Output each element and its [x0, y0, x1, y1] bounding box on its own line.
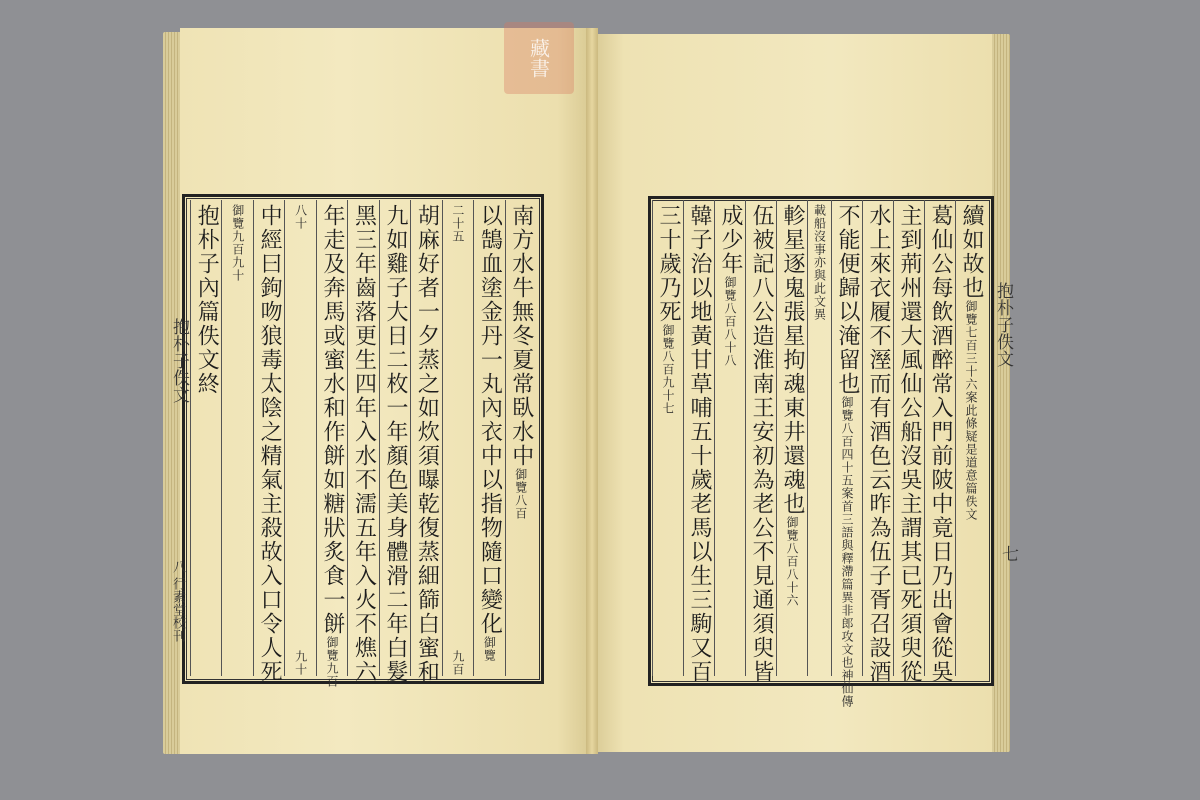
- text-column: [831, 200, 862, 708]
- text-column: [652, 200, 683, 676]
- text-column: [745, 200, 776, 684]
- text-column: [807, 200, 831, 676]
- column-note: 御覽八百八十六: [785, 516, 799, 607]
- column-note: 九十: [293, 650, 308, 676]
- text-column: [347, 200, 378, 684]
- text-column: [221, 200, 252, 676]
- column-text: 韓子治以地黃甘草哺五十歲老馬以生三駒又百: [687, 204, 712, 684]
- left-page-columns: [190, 200, 536, 688]
- column-note: 御覽九百九十: [230, 204, 245, 282]
- text-column: [379, 200, 410, 684]
- text-column: [473, 200, 504, 676]
- column-note: 御覽八百九十七: [661, 324, 675, 415]
- column-note: 御覽八百四十五案首三語與釋滯篇異非郎攻文也神仙傳: [840, 396, 854, 708]
- text-column: [862, 200, 893, 684]
- text-column: [924, 200, 955, 684]
- text-column: [253, 200, 284, 684]
- text-column: [190, 200, 221, 676]
- right-page-number: 七: [998, 545, 1018, 562]
- column-text: 主到荊州還大風仙公船沒吳主謂其已死須臾從: [897, 204, 922, 684]
- column-note: 御覽九百: [325, 636, 340, 688]
- column-note: 御覽八百八十八: [723, 276, 737, 367]
- column-note: 載船沒事亦與此文異: [812, 204, 827, 321]
- column-note: 御覽八百: [513, 468, 528, 520]
- column-text: 南方水牛無冬夏常臥水中: [508, 204, 534, 468]
- column-note: 八十: [293, 204, 308, 230]
- column-text: 中經曰鉤吻狼毒太陰之精氣主殺故入口令人死: [257, 204, 283, 684]
- column-text: 以鵠血塗金丹一丸內衣中以指物隨口變化: [477, 204, 503, 636]
- text-column: [893, 200, 924, 684]
- right-fore-edge-title: 抱朴子佚文: [993, 282, 1013, 367]
- left-fore-edge-title: 抱朴子佚文: [169, 318, 189, 403]
- column-text: 胡麻好者一夕蒸之如炊須曝乾復蒸細篩白蜜和: [414, 204, 440, 684]
- book-gutter: [586, 28, 598, 754]
- column-text: 不能便歸以淹留也: [835, 204, 860, 396]
- column-text: 葛仙公每飲酒醉常入門前陂中竟日乃出會從吳: [928, 204, 953, 684]
- text-column: [955, 200, 986, 676]
- column-note: 九百: [450, 650, 465, 676]
- left-fore-edge-colophon: 八 行素堂校刊: [170, 560, 185, 643]
- column-note: 御覽: [482, 636, 497, 662]
- text-column: [442, 200, 473, 676]
- closing-line: 抱朴子內篇佚文終: [194, 204, 220, 396]
- column-text: 水上來衣履不溼而有酒色云昨為伍子胥召設酒: [866, 204, 891, 684]
- column-text: 三十歲乃死: [656, 204, 681, 324]
- column-text: 續如故也: [959, 204, 984, 300]
- column-text: 伍被記八公造淮南王安初為老公不見通須臾皆: [749, 204, 774, 684]
- text-column: [683, 200, 714, 684]
- text-column: [776, 200, 807, 676]
- text-column: [714, 200, 745, 676]
- column-note: 二十五: [450, 204, 465, 243]
- text-column: [505, 200, 536, 676]
- column-text: 年走及奔馬或蜜水和作餅如糖狀炙食一餅: [320, 204, 346, 636]
- text-column: [284, 200, 315, 676]
- text-column: [410, 200, 441, 684]
- column-text: 軫星逐鬼張星拘魂東井還魂也: [780, 204, 805, 516]
- column-text: 九如雞子大日二枚一年顏色美身體滑二年白髮: [382, 204, 408, 684]
- column-text: 黑三年齒落更生四年入水不濡五年入火不燋六: [351, 204, 377, 684]
- column-note: 御覽七百三十六案此條疑是道意篇佚文: [964, 300, 978, 521]
- text-column: [316, 200, 347, 688]
- right-page-columns: [652, 200, 986, 708]
- column-text: 成少年: [718, 204, 743, 276]
- library-seal: 藏書: [504, 22, 574, 94]
